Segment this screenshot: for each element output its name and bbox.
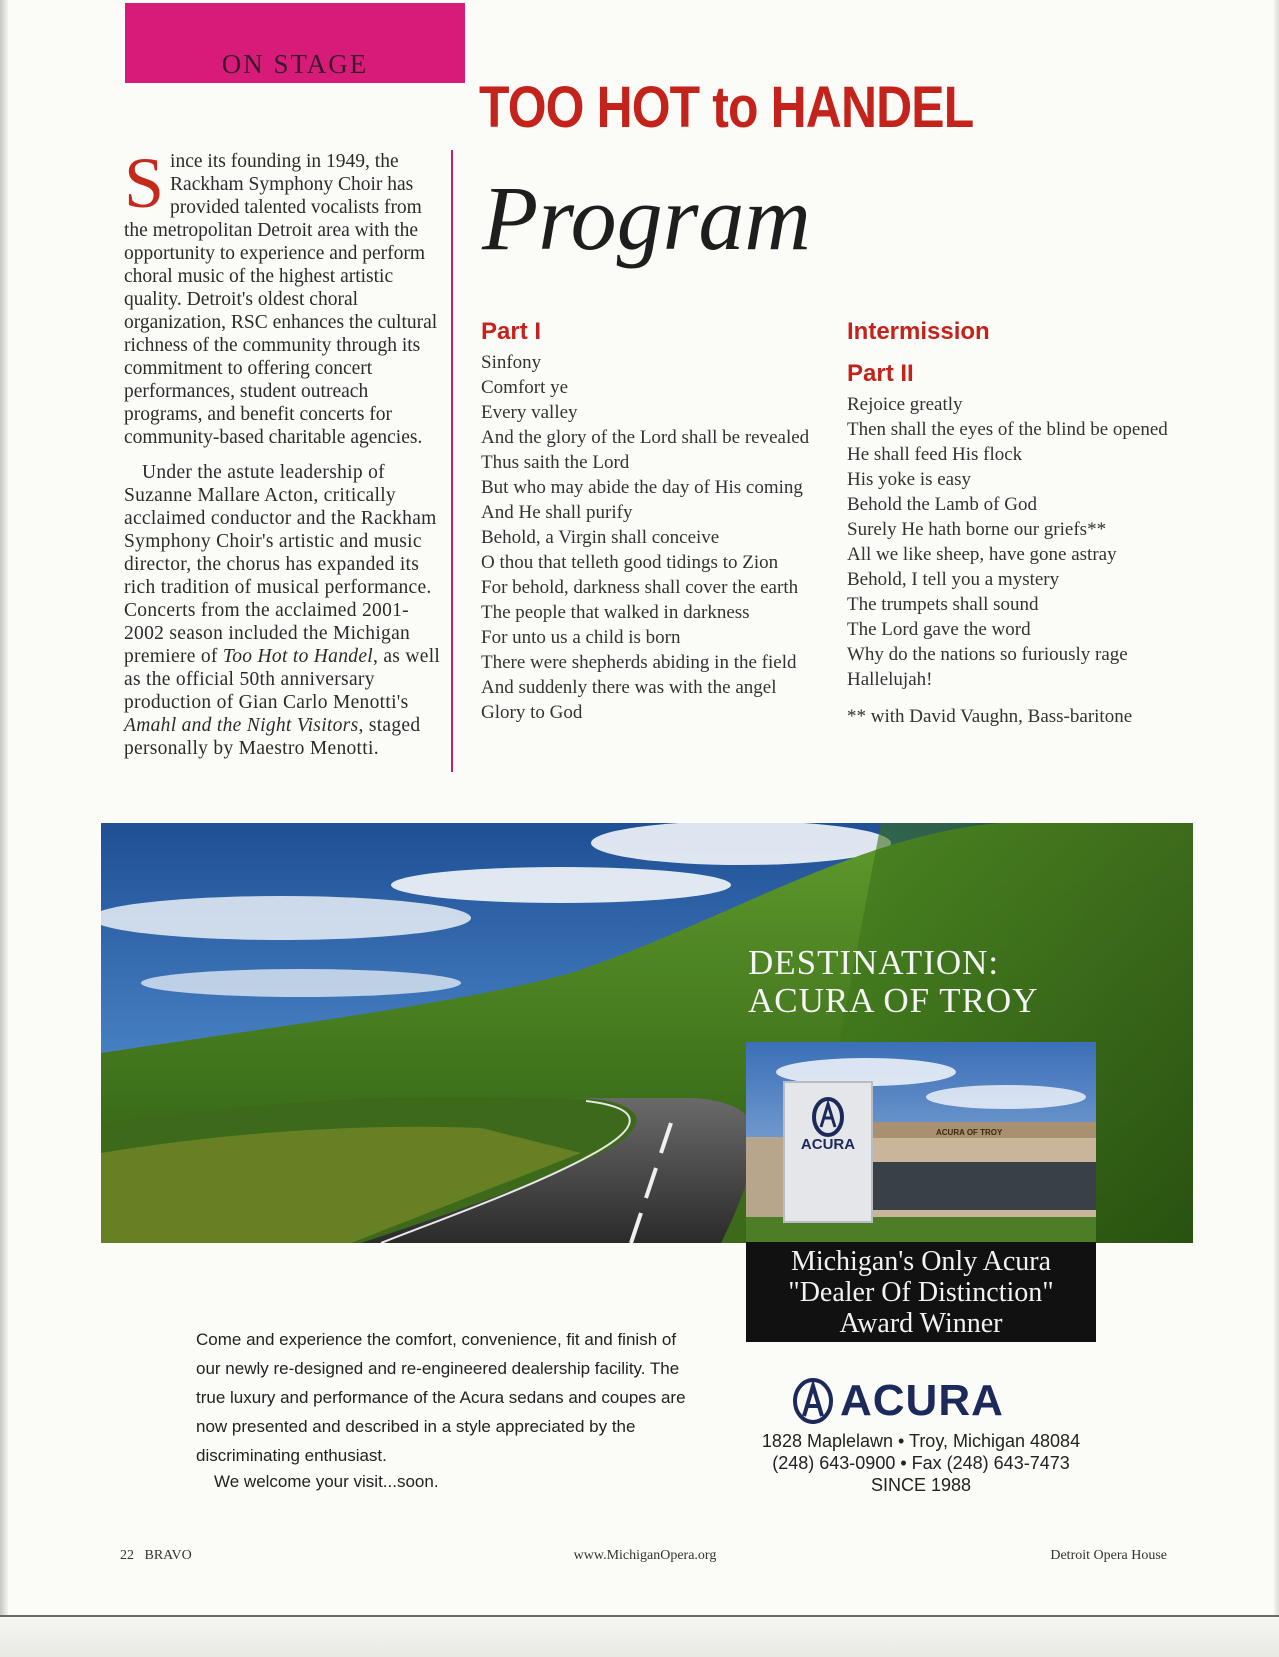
program-item: Then shall the eyes of the blind be opened [847, 419, 1168, 440]
address-line-1: 1828 Maplelawn • Troy, Michigan 48084 [761, 1431, 1081, 1451]
sign-acura-text: ACURA [800, 1136, 856, 1153]
program-item: All we like sheep, have gone astray [847, 544, 1117, 565]
program-item: Why do the nations so furiously rage [847, 644, 1128, 665]
award-box [746, 1242, 1096, 1342]
program-item: But who may abide the day of His coming [481, 477, 803, 498]
intro-column [124, 143, 446, 772]
award-line-2: "Dealer Of Distinction" [788, 1277, 1054, 1308]
program-item: O thou that telleth good tidings to Zion [481, 552, 779, 573]
intro-paragraph-1-text: ince its founding in 1949, the Rackham Symphony Choir has provided talented vocalists from the metropolitan Detroit area with the opportunity to experience and perform choral music of the highest artistic quality. Detroit's oldest choral organization, RSC enhances the cultural richness of the community through its commitment to offering concert performances, student outreach programs, and benefit concerts for community-based charitable agencies. [124, 151, 438, 448]
program-item: The Lord gave the word [847, 619, 1031, 640]
building-sign-text: ACURA OF TROY [936, 1128, 1003, 1137]
acura-emblem-icon [790, 1378, 836, 1424]
program-item: For unto us a child is born [481, 627, 681, 648]
intro-paragraph-2-text-a: Under the astute leadership of Suzanne Mallare Acton, critically acclaimed conductor and the Rackham Symphony Choir's artistic and music director, the chorus has expanded its rich tradition of musical performance. Concerts from the acclaimed 2001-2002 season included the Michigan premiere of [124, 462, 437, 667]
ad-destination-line-1: DESTINATION: [748, 943, 1000, 982]
program-item: Glory to God [481, 702, 583, 723]
program-item: Surely He hath borne our griefs** [847, 519, 1107, 540]
address-line-2: (248) 643-0900 • Fax (248) 643-7473 [772, 1453, 1070, 1473]
program-item: There were shepherds abiding in the field [481, 652, 797, 673]
part-1-heading: Part I [481, 318, 542, 345]
drop-cap: S [124, 143, 165, 223]
program-item: Thus saith the Lord [481, 452, 630, 473]
footer-page-number: 22 BRAVO [120, 1548, 192, 1563]
footer-venue: Detroit Opera House [1050, 1548, 1167, 1563]
column-divider [451, 150, 453, 772]
program-item: His yoke is easy [847, 469, 972, 490]
page-gutter-shadow [0, 0, 8, 1655]
intro-paragraph-2-text-c: , staged personally by Maestro Menotti. [124, 715, 421, 759]
ad-destination-title [748, 944, 1038, 1020]
section-tab-label: ON STAGE [221, 49, 369, 79]
page-edge-shadow [1273, 0, 1279, 1655]
part-2-list [847, 392, 1227, 692]
soloist-note: ** with David Vaughn, Bass-baritone [847, 706, 1133, 727]
title-too-hot-to-handel: Too Hot to Handel [222, 646, 373, 667]
program-item: He shall feed His flock [847, 444, 1023, 465]
program-item: Behold, a Virgin shall conceive [481, 527, 720, 548]
intermission-heading: Intermission [847, 318, 990, 345]
intro-paragraph-1 [124, 143, 446, 449]
program-title: Program [482, 167, 811, 269]
ad-destination-line-2: ACURA OF TROY [748, 981, 1039, 1020]
award-line-3: Award Winner [839, 1308, 1003, 1339]
address-line-3: SINCE 1988 [870, 1475, 972, 1495]
section-tab [125, 3, 465, 83]
program-item: The trumpets shall sound [847, 594, 1039, 615]
part-2-heading: Part II [847, 360, 914, 387]
ad-welcome-text: We welcome your visit...soon. [214, 1472, 439, 1491]
program-item: The people that walked in darkness [481, 602, 750, 623]
footer-website: www.MichiganOpera.org [573, 1548, 717, 1563]
award-line-1: Michigan's Only Acura [790, 1246, 1052, 1277]
intro-paragraph-2 [124, 461, 446, 760]
dealership-photo [746, 1042, 1096, 1242]
program-item: And He shall purify [481, 502, 633, 523]
intro-paragraph-2-text-b: , as well as the official 50th anniversary production of Gian Carlo Menotti's [124, 646, 441, 713]
program-part-1 [481, 318, 831, 725]
title-amahl: Amahl and the Night Visitors [124, 715, 359, 736]
program-item: And the glory of the Lord shall be revealed [481, 427, 810, 448]
program-part-2 [847, 318, 1227, 728]
program-item: Sinfony [481, 352, 542, 373]
page-bottom-edge [0, 1615, 1279, 1657]
program-item: Every valley [481, 402, 578, 423]
program-item: And suddenly there was with the angel [481, 677, 777, 698]
program-item: Hallelujah! [847, 669, 933, 690]
acura-wordmark: ACURA [840, 1376, 1004, 1425]
program-item: Rejoice greatly [847, 394, 963, 415]
program-item: Behold, I tell you a mystery [847, 569, 1060, 590]
part-1-list [481, 350, 831, 725]
program-item: Comfort ye [481, 377, 569, 398]
dealer-address [746, 1430, 1096, 1496]
program-item: Behold the Lamb of God [847, 494, 1037, 515]
ad-body-text: Come and experience the comfort, convenience, fit and finish of our newly re-designed and re-engineered dealership facility. The true luxury and performance of the Acura sedans and coupes are now presented and described in a style appreciated by the discriminating enthusiast. [196, 1330, 686, 1465]
acura-logo [790, 1376, 1004, 1426]
article-headline: TOO HOT to HANDEL [479, 75, 974, 140]
program-item: For behold, darkness shall cover the earth [481, 577, 799, 598]
